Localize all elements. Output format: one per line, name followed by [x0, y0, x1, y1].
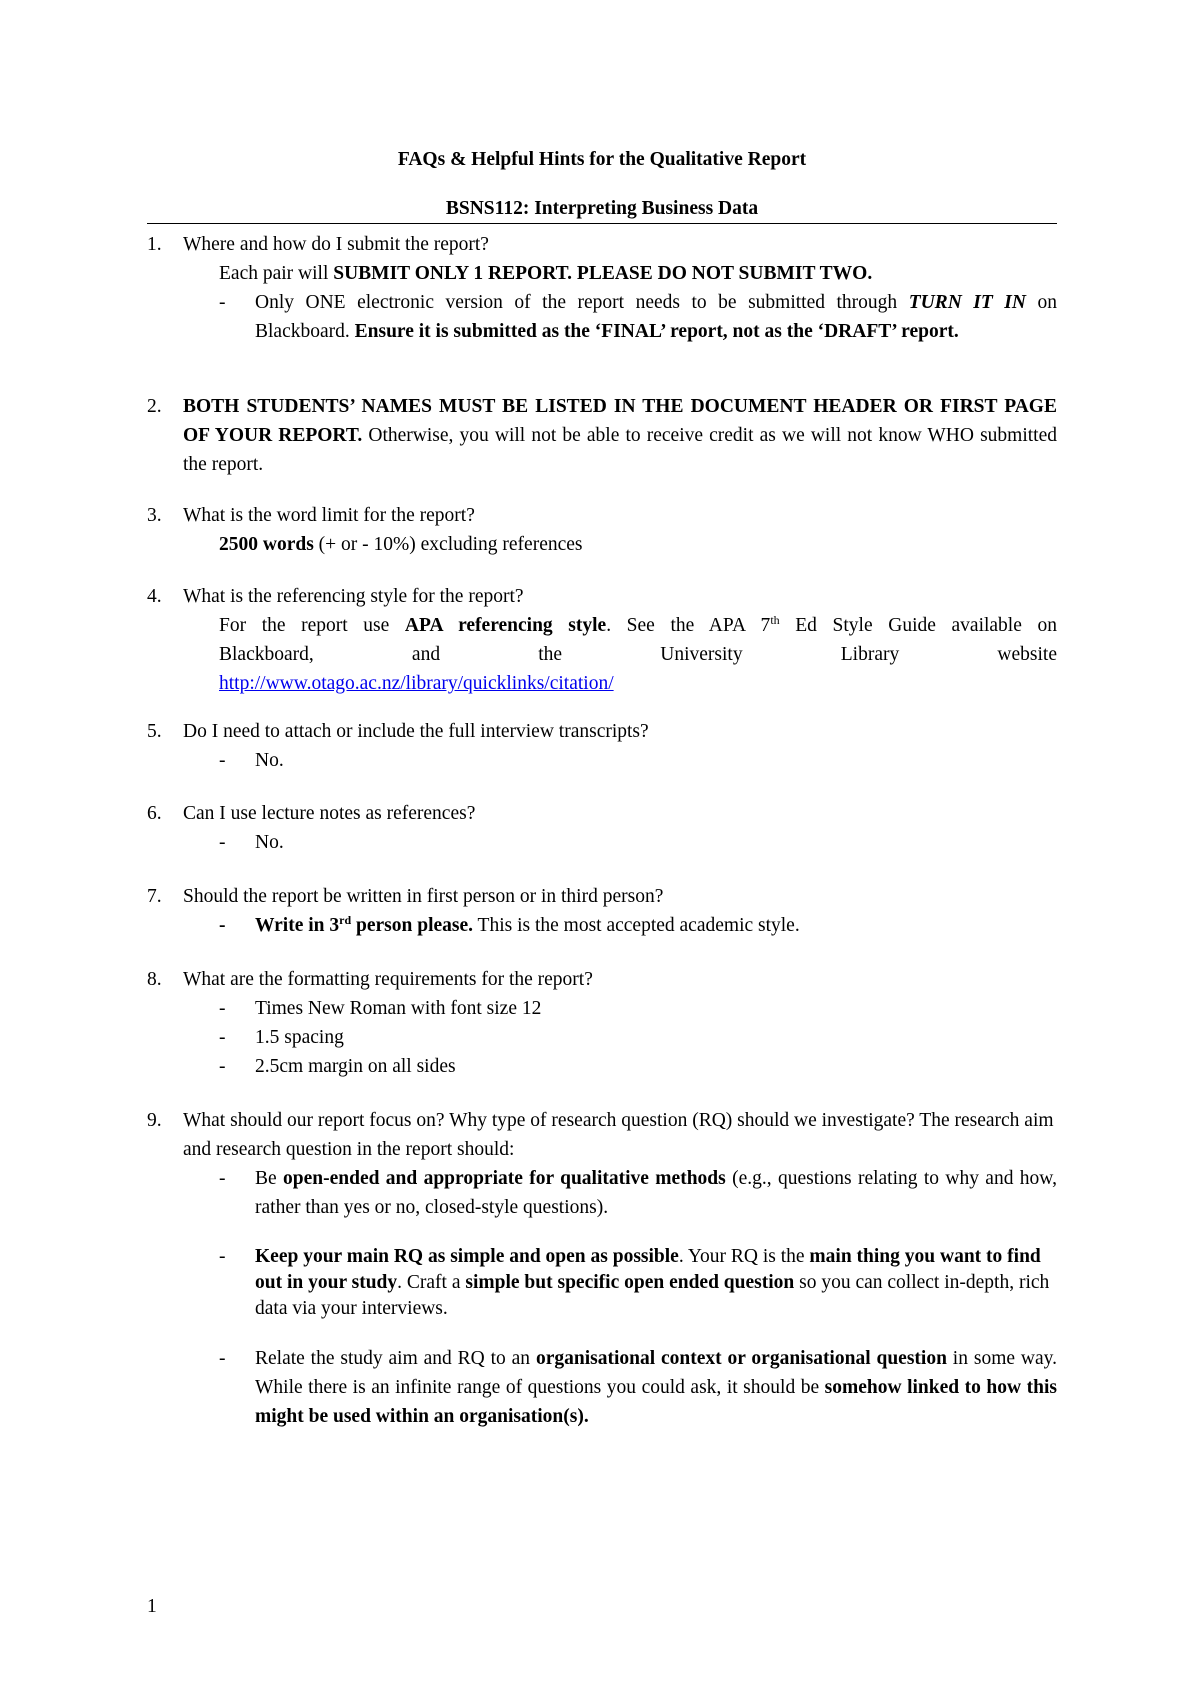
question-text: What is the referencing style for the report? [183, 586, 524, 607]
item-number: 1. [147, 234, 162, 255]
dash-bullet: - [219, 998, 226, 1019]
dash-bullet: - [219, 1056, 226, 1077]
item-number: 8. [147, 969, 162, 990]
library-citation-link[interactable]: http://www.otago.ac.nz/library/quicklinks/citation/ [219, 673, 614, 694]
page-number: 1 [147, 1596, 157, 1617]
bullet-item: - Write in 3rd person please. This is the most accepted academic style. [219, 911, 1057, 940]
answer-text: 2500 words (+ or - 10%) excluding references [219, 534, 583, 555]
dash-bullet: - [219, 1027, 226, 1048]
faq-item-4 [147, 582, 1057, 698]
question-text: What should our report focus on? Why type of research question (RQ) should we investigate? The research aim and research question in the report should: [183, 1110, 1054, 1160]
bullet-item: - No. [219, 746, 1057, 775]
dash-bullet: - [219, 1168, 226, 1189]
dash-bullet: - [219, 1246, 226, 1267]
item-number: 4. [147, 586, 162, 607]
faq-item-8 [147, 965, 1057, 1081]
answer-text-line2: Blackboard, and the University Library website [219, 644, 1057, 665]
bullet-item: - Only ONE electronic version of the report needs to be submitted through TURN IT IN on Blackboard. Ensure it is submitted as the ‘FINAL’ report, not as the ‘DRAFT’ report. [219, 288, 1057, 346]
faq-item-3 [147, 501, 1057, 559]
dash-bullet: - [219, 915, 226, 936]
question-text: What are the formatting requirements for the report? [183, 969, 593, 990]
question-text: Should the report be written in first person or in third person? [183, 886, 664, 907]
item-number: 5. [147, 721, 162, 742]
dash-bullet: - [219, 750, 226, 771]
faq-item-2 [147, 392, 1057, 479]
item-number: 6. [147, 803, 162, 824]
item-number: 7. [147, 886, 162, 907]
notice-text: BOTH STUDENTS’ NAMES MUST BE LISTED IN THE DOCUMENT HEADER OR FIRST PAGE OF YOUR REPORT. Otherwise, you will not be able to receive credit as we will not know WHO submitted the report. [183, 396, 1057, 475]
link-line [219, 669, 1057, 698]
answer-text: Each pair will SUBMIT ONLY 1 REPORT. PLEASE DO NOT SUBMIT TWO. [219, 263, 873, 284]
faq-item-7 [147, 882, 1057, 940]
answer-text: For the report use APA referencing style. See the APA 7th Ed Style Guide available on [219, 613, 1057, 636]
bullet-item: - Relate the study aim and RQ to an organisational context or organisational question in some way. While there is an infinite range of questions you could ask, it should be somehow linked to how this might be used within an organisation(s). [219, 1344, 1057, 1431]
dash-bullet: - [219, 832, 226, 853]
question-text: What is the word limit for the report? [183, 505, 475, 526]
course-title: BSNS112: Interpreting Business Data [445, 198, 759, 219]
question-text: Where and how do I submit the report? [183, 234, 489, 255]
bullet-item: - 2.5cm margin on all sides [219, 1052, 1057, 1081]
question-text: Do I need to attach or include the full interview transcripts? [183, 721, 649, 742]
bullet-item: - Times New Roman with font size 12 [219, 994, 1057, 1023]
question-text: Can I use lecture notes as references? [183, 803, 476, 824]
faq-item-1 [147, 230, 1057, 346]
dash-bullet: - [219, 292, 226, 313]
bullet-item: - Be open-ended and appropriate for qualitative methods (e.g., questions relating to why and how, rather than yes or no, closed-style questions). [219, 1164, 1057, 1222]
item-number: 9. [147, 1110, 162, 1131]
item-number: 3. [147, 505, 162, 526]
bullet-item: - 1.5 spacing [219, 1023, 1057, 1052]
faq-item-9 [147, 1106, 1057, 1431]
faq-item-6 [147, 799, 1057, 857]
document-title: FAQs & Helpful Hints for the Qualitative Report [397, 149, 807, 170]
title-underline [147, 223, 1057, 224]
bullet-item: - No. [219, 828, 1057, 857]
faq-item-5 [147, 717, 1057, 775]
dash-bullet: - [219, 1348, 226, 1369]
bullet-item: - Keep your main RQ as simple and open as possible. Your RQ is the main thing you want to find out in your study. Craft a simple but specific open ended question so you can collect in-depth, rich data via your interviews. [219, 1246, 1050, 1319]
item-number: 2. [147, 396, 162, 417]
